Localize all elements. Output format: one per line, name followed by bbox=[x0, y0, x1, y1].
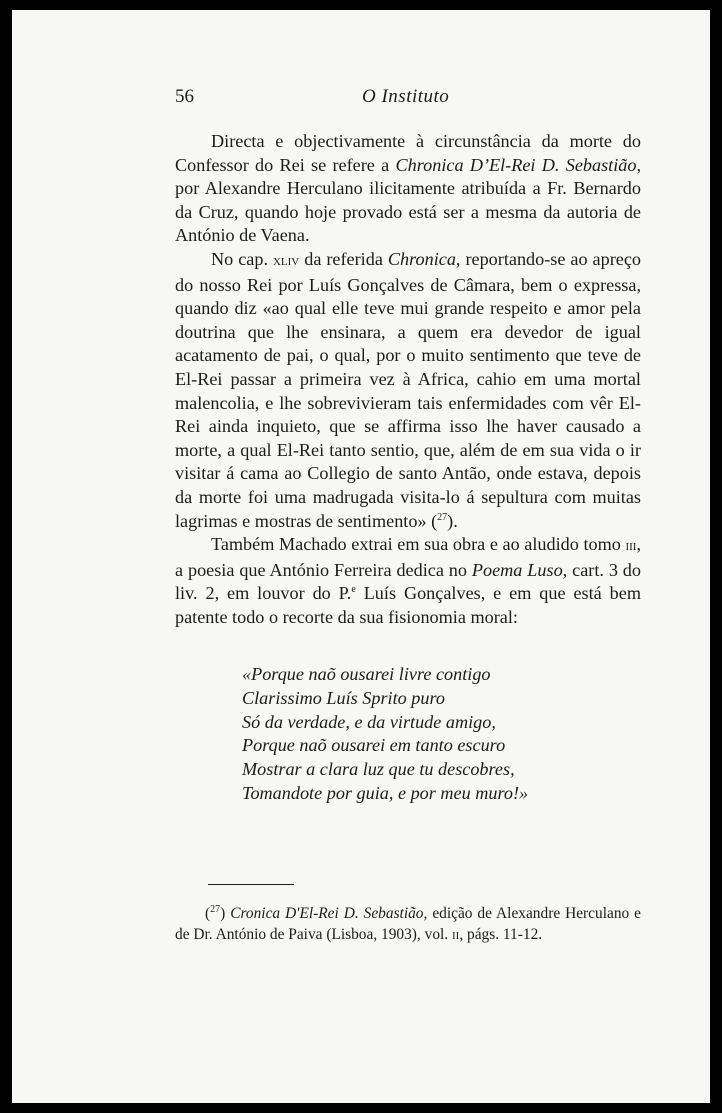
footnote-text-a: edição de Alexandre Herculano e de Dr. António de Paiva (Lisboa, 1903), vol. bbox=[175, 905, 641, 943]
padre-superscript: e bbox=[351, 584, 356, 596]
paragraph-2-text-b: da referida bbox=[299, 248, 388, 269]
footnote-text-b: , págs. 11-12. bbox=[459, 926, 543, 943]
body-text bbox=[175, 130, 641, 629]
paragraph-2 bbox=[175, 248, 641, 533]
chapter-numeral: xliv bbox=[272, 252, 300, 269]
chronica-title: Chronica, bbox=[387, 248, 461, 269]
volume-numeral: iii bbox=[625, 538, 637, 555]
paragraph-1 bbox=[175, 130, 641, 248]
paragraph-2-text-e: ). bbox=[447, 510, 458, 531]
paragraph-2-quote: reportando-se ao apreço do nosso Rei por Luís Gonçalves de Câmara, bem o expressa, quando diz «ao qual elle teve mui grande respeito e amor pela doutrina que lhe ensinara, a quem era devedor de igual acatamento de pai, o qual, por o muito sentimento que teve de El-Rei passar a primeira vez à Africa, cahio em uma mortal malencolia, e lhe sobrevivieram tais enfermidades com vêr El-Rei ainda inquieto, que se affirma isso lhe haver causado a morte, a qual El-Rei tanto sentio, que, além de em sua vida o ir visitar á cama ao Collegio de santo Antão, onde estava, depois da morte foi uma madrugada visita-lo á sepultura com muitas lagrimas e mostras de sentimento» ( bbox=[175, 248, 642, 531]
footnote bbox=[175, 903, 641, 946]
poem-quote bbox=[242, 663, 528, 806]
poem-line: «Porque naõ ousarei livre contigo bbox=[242, 664, 491, 684]
poem-line: Só da verdade, e da virtude amigo, bbox=[242, 711, 496, 732]
chronica-title: Chronica D’El-Rei D. Sebastião, bbox=[395, 154, 641, 175]
book-page bbox=[12, 10, 710, 1103]
running-title: O Instituto bbox=[362, 86, 450, 107]
footnote-source-title: Cronica D'El-Rei D. Sebastião, bbox=[230, 905, 428, 922]
poem-line: Clarissimo Luís Sprito puro bbox=[242, 687, 445, 708]
paragraph-3-text-e: Luís Gonçalves, e em que está bem patente todo o recorte da sua fisionomia moral: bbox=[175, 583, 641, 627]
footnote-volume: ii bbox=[452, 927, 460, 943]
paragraph-1-text-c: por Alexandre Herculano ilicitamente atribuída a Fr. Bernardo da Cruz, quando hoje provado está ser a mesma da autoria de António de Vaena. bbox=[175, 178, 641, 246]
paragraph-3-text-a: Também Machado extrai em sua obra e ao aludido tomo bbox=[211, 534, 626, 555]
footnote-mark: 27 bbox=[210, 903, 221, 915]
paragraph-3-text-b: , a poesia que António Ferreira dedica no bbox=[175, 534, 641, 580]
footnote-divider bbox=[208, 884, 294, 885]
paragraph-1-text-a: Directa e objectivamente à circunstância da morte do Confessor do Rei se refere a bbox=[175, 131, 641, 175]
poem-line: Mostrar a clara luz que tu descobres, bbox=[242, 759, 515, 780]
footnote-reference: 27 bbox=[437, 511, 448, 523]
poem-line: Tomandote por guia, e por meu muro!» bbox=[242, 782, 529, 803]
paragraph-3 bbox=[175, 533, 641, 629]
paragraph-3-text-d: cart. 3 do liv. 2, em louvor do P. bbox=[175, 559, 641, 604]
poem-line: Porque naõ ousarei em tanto escuro bbox=[242, 735, 506, 756]
poema-luso-title: Poema Luso, bbox=[471, 559, 568, 580]
paragraph-2-text-a: No cap. bbox=[211, 248, 273, 269]
page-number: 56 bbox=[175, 86, 194, 107]
footnote-body: ($^{27}$) Cronica D'El-Rei D. Sebastião, edição de Alexandre Herculano e de Dr. António de Paiva (Lisboa, 1903), vol. ii, págs. 11-12. bbox=[175, 903, 641, 943]
